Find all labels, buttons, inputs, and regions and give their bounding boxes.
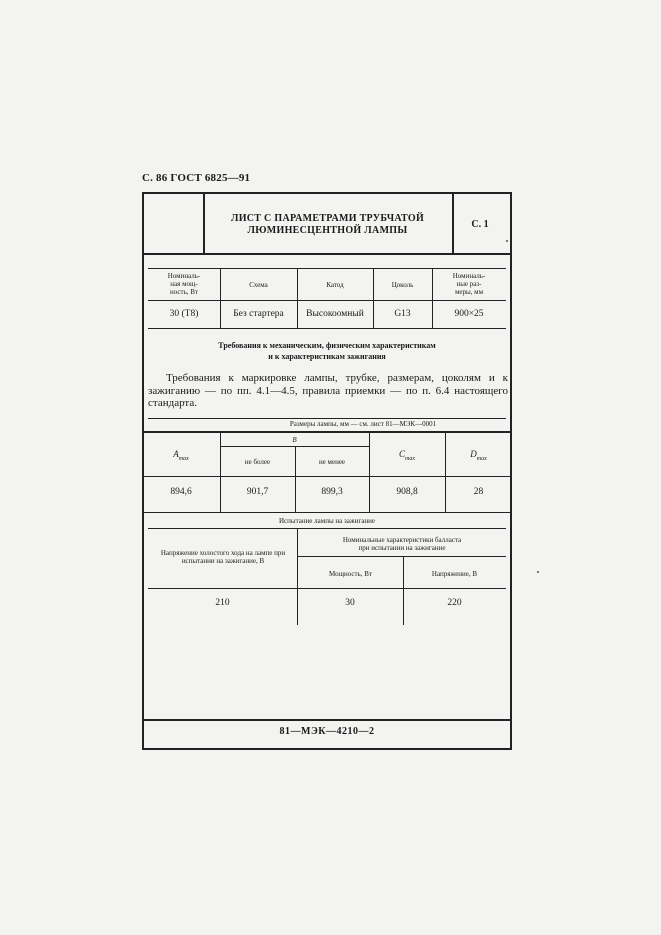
table1-header-dimensions: Номиналь- ные раз- меры, мм [452, 272, 486, 296]
sheet-title-line1: ЛИСТ С ПАРАМЕТРАМИ ТРУБЧАТОЙ [230, 213, 425, 224]
sheet-number: С. 1 [471, 219, 489, 230]
table2-header-b: B [292, 436, 297, 444]
table2-header-line [142, 476, 512, 477]
table2-cell-a: 894,6 [170, 487, 192, 497]
table2-header-c-letter: C [398, 449, 405, 459]
table2-bottom-line [142, 512, 512, 513]
table3-sub-line [298, 556, 506, 557]
scan-speck [537, 571, 539, 573]
table3-cell-power: 30 [345, 598, 355, 608]
table2-header-d-letter: D [470, 449, 477, 459]
footer-line [142, 719, 512, 721]
table3-caption-line [148, 528, 506, 529]
table1-col-line [373, 268, 374, 328]
table2-caption-line [142, 431, 512, 433]
table1-header-cathode: Катод [326, 281, 344, 289]
table3-header-ballast-line2: при испытании на зажигание [358, 544, 446, 552]
table2-header-b-max: не более [244, 458, 271, 466]
section-heading-line1: Требования к механическим, физическим характеристикам [218, 341, 436, 350]
table3-header-power: Мощность, Вт [329, 570, 372, 578]
title-divider-right [452, 192, 454, 254]
table1-bottom-line [148, 328, 506, 329]
table2-header-a [142, 450, 220, 463]
table3-header-line [148, 588, 506, 589]
sheet-title [205, 213, 450, 237]
table2-top-line [148, 418, 506, 419]
table1-col-line [220, 268, 221, 328]
table3-header-ballast-line1: Номинальные характеристики балласта [342, 536, 462, 544]
title-bottom-line [142, 253, 512, 255]
table2-cell-c: 908,8 [396, 487, 418, 497]
table2-header-a-letter: A [173, 449, 179, 459]
sheet-footer: 81—МЭК—4210—2 [279, 726, 375, 737]
table3-header-ballast [298, 536, 506, 552]
table1-cell-scheme: Без стартера [233, 309, 284, 319]
table3-col-line [403, 556, 404, 625]
table2-cell-b-max: 901,7 [246, 487, 269, 497]
table1-top-line [148, 268, 506, 269]
sheet-title-line2: ЛЮМИНЕСЦЕНТНОЙ ЛАМПЫ [247, 225, 408, 236]
table2-header-d [445, 450, 512, 463]
table1-cell-power: 30 (Т8) [169, 309, 199, 319]
section-heading-line2: и к характеристикам зажигания [268, 352, 386, 361]
table1-header-power: Номиналь- ная мощ- ность, Вт [167, 272, 201, 296]
table3-cell-voltage: 210 [215, 598, 230, 608]
table1-header-line [148, 300, 506, 301]
table1-cell-base: G13 [394, 309, 411, 319]
table2-col-line [445, 431, 446, 512]
table3-header-voltage: Напряжение холостого хода на лампе при испытании на зажигание, В [160, 549, 286, 565]
table2-header-b-min: не менее [318, 458, 346, 466]
table2-cell-b-min: 899,3 [321, 487, 343, 497]
table1-col-line [297, 268, 298, 328]
table3-cell-ballast-voltage: 220 [447, 598, 462, 608]
table1-cell-dimensions: 900×25 [454, 309, 484, 319]
table2-header-d-sub: max [476, 455, 487, 462]
table2-cell-d: 28 [473, 487, 484, 497]
table1-header-scheme: Схема [249, 281, 268, 289]
table1-header-base: Цоколь [391, 281, 414, 289]
table2-caption: Размеры лампы, мм — см. лист 81—МЭК—0001 [289, 420, 437, 428]
scan-speck [506, 240, 508, 242]
table3-header-ballast-voltage: Напряжение, В [431, 570, 478, 578]
requirements-paragraph: Требования к маркировке лампы, трубке, размерам, цоколям и к зажиганию — по пп. 4.1—4.5, правила приемки — по п. 6.4 настоящего стандарта. [148, 372, 508, 409]
table3-caption: Испытание лампы на зажигание [278, 517, 376, 525]
table2-col-line [369, 431, 370, 512]
table2-header-a-sub: max [178, 455, 189, 462]
section-heading [148, 340, 506, 362]
table1-cell-cathode: Высокоомный [306, 309, 364, 319]
table2-header-c [369, 450, 445, 463]
table2-header-c-sub: max [405, 455, 415, 462]
table2-col-line [295, 446, 296, 512]
page-header: С. 86 ГОСТ 6825—91 [142, 172, 251, 184]
